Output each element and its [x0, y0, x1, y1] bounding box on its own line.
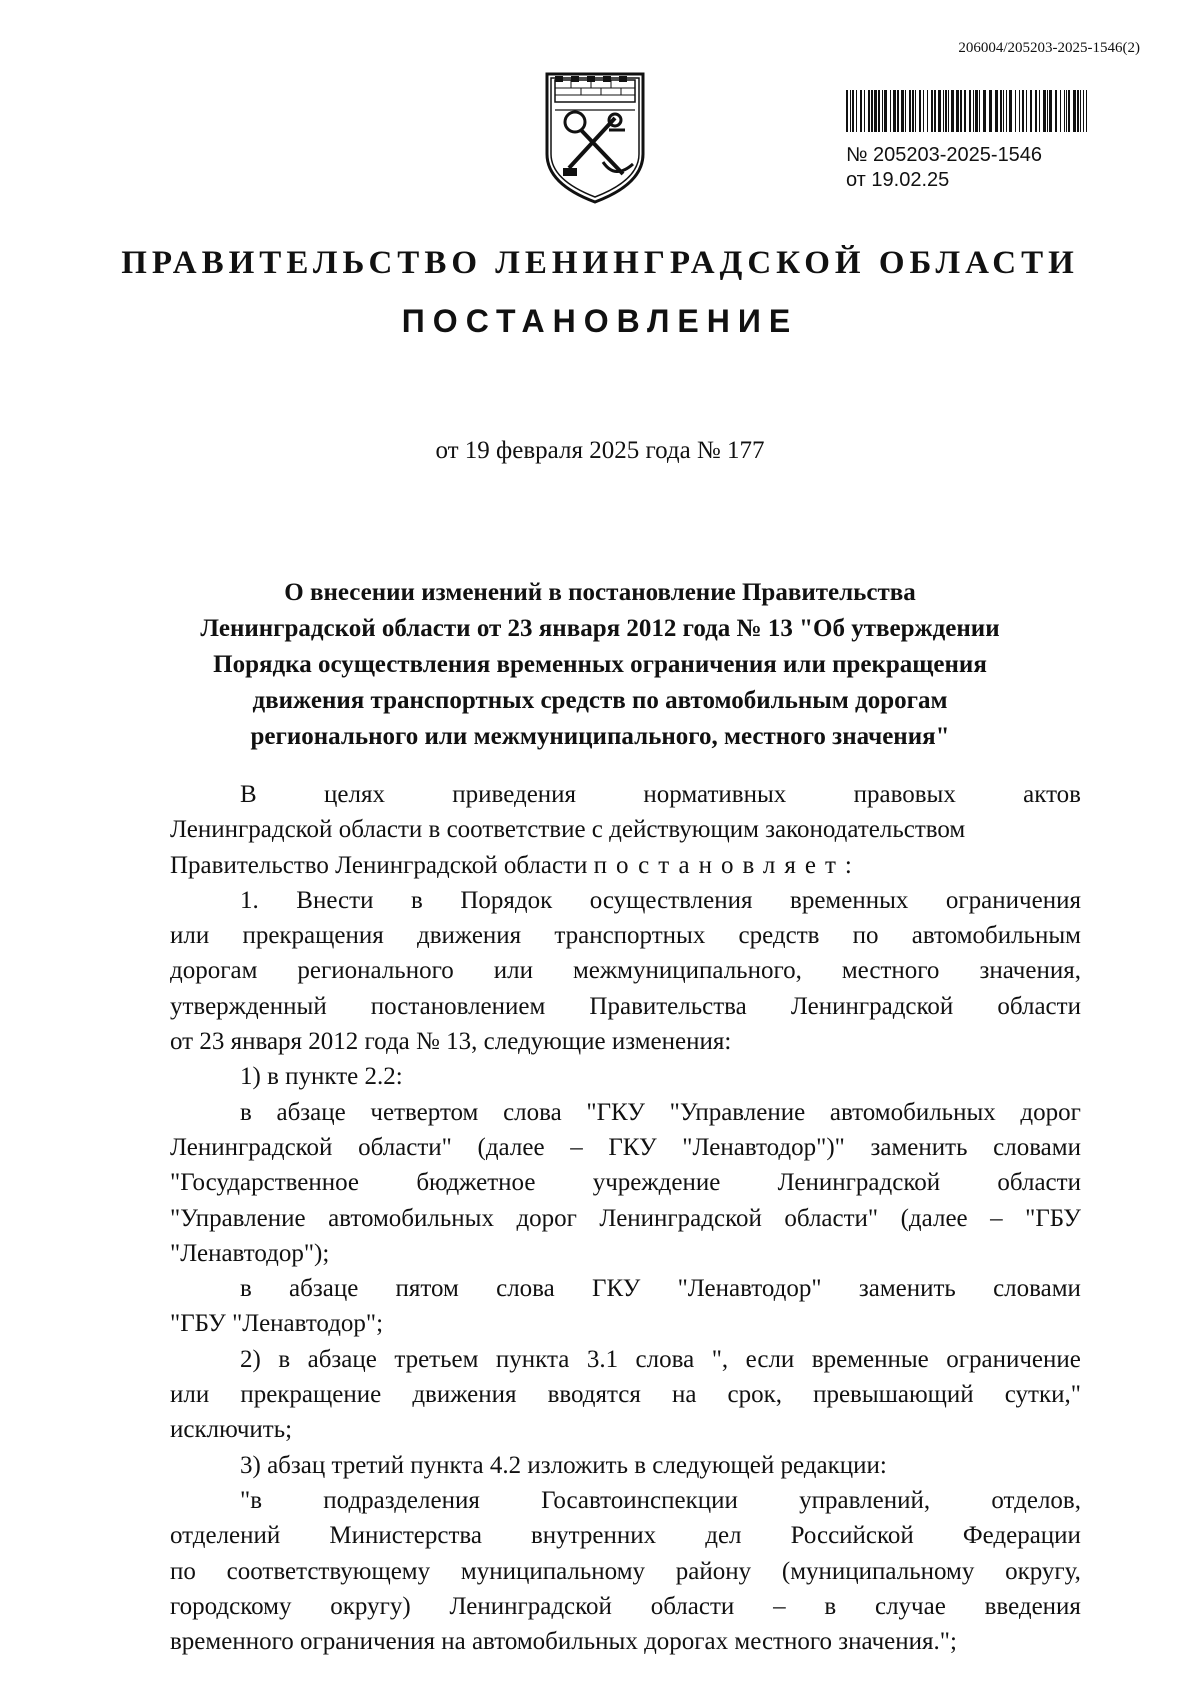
body-word: дел	[705, 1522, 742, 1550]
body-word: автомобильных	[829, 1098, 996, 1126]
body-line: "ГБУ "Ленавтодор";	[170, 1310, 384, 1338]
body-word: превышающий	[813, 1381, 974, 1409]
body-word: срок,	[727, 1381, 782, 1409]
body-word: 2)	[240, 1345, 261, 1373]
body-word: округу,	[1005, 1557, 1081, 1585]
body-word: ",	[711, 1345, 729, 1373]
body-word: (муниципальному	[781, 1557, 975, 1585]
body-word: "Государственное	[170, 1169, 360, 1197]
body-word: словами	[993, 1275, 1081, 1303]
body-line	[170, 918, 1081, 953]
body-word: области"	[784, 1204, 879, 1232]
body-line	[170, 848, 1081, 883]
body-word: введения	[984, 1592, 1081, 1620]
body-word: внутренних	[531, 1522, 657, 1550]
body-word: временных	[790, 886, 909, 914]
body-word: подразделения	[323, 1486, 480, 1514]
body-line	[170, 989, 1081, 1024]
body-word: или	[170, 1381, 210, 1409]
subject-line: регионального или межмуниципального, местного значения"	[250, 723, 950, 750]
body-word: району	[675, 1557, 752, 1585]
body-word: сутки,"	[1004, 1381, 1081, 1409]
body-word: автомобильным	[911, 922, 1081, 950]
body-word: Правительства	[589, 992, 747, 1020]
body-word: 1.	[240, 886, 259, 914]
body-word: Внести	[296, 886, 374, 914]
body-word: Российской	[790, 1522, 914, 1550]
body-word: в	[278, 1345, 291, 1373]
body-word: округу)	[330, 1592, 411, 1620]
body-word: "Ленавтодор")"	[682, 1133, 845, 1161]
body-line	[170, 1589, 1081, 1624]
body-word: или	[493, 957, 533, 985]
body-word: Ленинградской	[599, 1204, 762, 1232]
body-word: ГКУ	[592, 1275, 641, 1303]
body-word: правовых	[853, 781, 956, 808]
enacting-word: постановляет:	[593, 851, 861, 879]
body-word: прекращения	[242, 922, 384, 950]
body-word: в	[824, 1592, 837, 1620]
body-word: заменить	[858, 1275, 956, 1303]
body-text: Правительство Ленинградской области	[170, 851, 588, 879]
document-body	[170, 777, 1081, 1659]
body-word: области	[650, 1592, 735, 1620]
body-line	[170, 1377, 1081, 1412]
body-word: целях	[324, 781, 385, 808]
body-line: исключить;	[170, 1416, 293, 1444]
body-word: Ленинградской	[449, 1592, 612, 1620]
body-line: Ленинградской области в соответствие с действующим законодательством	[170, 816, 966, 844]
body-word: дорогам	[170, 957, 258, 985]
body-word: области	[997, 992, 1081, 1020]
body-line: "Ленавтодор");	[170, 1239, 330, 1267]
body-word: абзаце	[307, 1345, 377, 1373]
body-word: соответствующему	[226, 1557, 431, 1585]
body-word: движения	[416, 922, 522, 950]
body-line: от 23 января 2012 года № 13, следующие изменения:	[170, 1028, 732, 1056]
body-word: –	[990, 1204, 1003, 1232]
body-word: местного	[841, 957, 940, 985]
barcode	[846, 90, 1091, 132]
body-word: абзаце	[276, 1098, 346, 1126]
body-word: транспортных	[554, 922, 706, 950]
body-word: –	[570, 1133, 583, 1161]
document-type: ПОСТАНОВЛЕНИЕ	[401, 303, 799, 339]
subject-line: движения транспортных средств по автомобильным дорогам	[252, 687, 948, 714]
body-word: в	[411, 886, 423, 914]
government-title: ПРАВИТЕЛЬСТВО ЛЕНИНГРАДСКОЙ ОБЛАСТИ	[121, 245, 1079, 281]
body-word: автомобильных	[328, 1204, 494, 1232]
document-id: 206004/205203-2025-1546(2)	[958, 40, 1140, 56]
body-line: 3) абзац третий пункта 4.2 изложить в следующей редакции:	[240, 1451, 887, 1479]
registration-number: № 205203-2025-1546	[846, 144, 1043, 166]
body-word: вводятся	[547, 1381, 641, 1409]
body-word: пятом	[395, 1275, 459, 1303]
body-word: Госавтоинспекции	[541, 1486, 738, 1514]
body-word: учреждение	[592, 1169, 721, 1197]
body-word: постановлением	[370, 992, 546, 1020]
body-word: (далее	[900, 1204, 968, 1232]
coat-of-arms-emblem	[541, 70, 649, 204]
body-word: если	[745, 1345, 795, 1373]
body-line	[170, 777, 1081, 812]
body-word: дорог	[516, 1204, 577, 1232]
registration-stamp	[846, 143, 1042, 193]
body-word: временные	[811, 1345, 929, 1373]
document-subject	[170, 575, 1030, 755]
body-word: на	[671, 1381, 697, 1409]
body-word: 3.1	[586, 1345, 619, 1373]
body-word: по	[170, 1557, 196, 1585]
body-word: Порядок	[460, 886, 553, 914]
body-word: муниципальному	[460, 1557, 646, 1585]
body-word: прекращение	[240, 1381, 382, 1409]
body-word: области"	[358, 1133, 452, 1161]
body-word: Министерства	[329, 1522, 482, 1550]
body-word: значения,	[979, 957, 1081, 985]
body-word: городскому	[170, 1592, 292, 1620]
body-line: временного ограничения на автомобильных дорогах местного значения.";	[170, 1628, 957, 1656]
document-date-line: от 19 февраля 2025 года № 177	[435, 437, 765, 464]
body-word: нормативных	[643, 781, 787, 808]
body-line	[170, 883, 1081, 918]
body-word: "Управление	[170, 1204, 306, 1232]
body-word: "ГКУ	[586, 1098, 645, 1126]
body-word: (далее	[477, 1133, 545, 1161]
body-word: бюджетное	[416, 1169, 536, 1197]
body-word: отделений	[170, 1522, 281, 1550]
body-word: случае	[874, 1592, 946, 1620]
body-word: в	[240, 1098, 252, 1126]
body-word: "в	[240, 1486, 263, 1514]
body-word: заменить	[870, 1133, 968, 1161]
body-word: В	[240, 781, 257, 808]
body-word: дорог	[1020, 1098, 1081, 1126]
body-line: 1) в пункте 2.2:	[240, 1063, 403, 1091]
body-word: третьем	[394, 1345, 479, 1373]
body-line	[170, 1342, 1081, 1377]
body-word: Ленинградской	[777, 1169, 941, 1197]
body-word: четвертом	[370, 1098, 479, 1126]
body-word: Ленинградской	[790, 992, 954, 1020]
body-word: слова	[496, 1275, 555, 1303]
subject-line: Ленинградской области от 23 января 2012 года № 13 "Об утверждении	[200, 615, 1000, 642]
subject-line: Порядка осуществления временных ограничения или прекращения	[213, 651, 987, 678]
body-word: "Ленавтодор"	[677, 1275, 822, 1303]
body-word: слова	[503, 1098, 562, 1126]
body-word: движения	[412, 1381, 517, 1409]
body-word: Федерации	[962, 1522, 1081, 1550]
body-word: слова	[635, 1345, 695, 1373]
body-line	[170, 1554, 1081, 1589]
body-line	[170, 1201, 1081, 1236]
registration-date: от 19.02.25	[846, 169, 950, 191]
body-line	[170, 1483, 1081, 1518]
body-word: утвержденный	[170, 992, 327, 1020]
body-word: пункта	[495, 1345, 570, 1373]
body-word: ограничение	[946, 1345, 1081, 1373]
body-word: управлений,	[799, 1486, 931, 1514]
body-word: в	[240, 1275, 252, 1303]
body-word: –	[773, 1592, 786, 1620]
body-line	[170, 1518, 1081, 1553]
body-word: ГКУ	[608, 1133, 657, 1161]
body-line	[170, 1165, 1081, 1200]
body-word: приведения	[452, 781, 577, 808]
body-word: ограничения	[945, 886, 1081, 914]
body-word: регионального	[297, 957, 454, 985]
body-word: абзаце	[289, 1275, 359, 1303]
body-word: Ленинградской	[170, 1133, 333, 1161]
body-word: словами	[993, 1133, 1081, 1161]
body-word: актов	[1023, 781, 1081, 808]
body-word: межмуниципального,	[572, 957, 802, 985]
body-word: по	[852, 922, 879, 950]
body-word: "Управление	[669, 1098, 806, 1126]
body-line	[170, 953, 1081, 988]
body-word: осуществления	[589, 886, 753, 914]
body-line	[170, 1130, 1081, 1165]
body-word: отделов,	[991, 1486, 1081, 1514]
body-word: или	[170, 922, 210, 950]
body-line	[170, 1095, 1081, 1130]
subject-line: О внесении изменений в постановление Правительства	[284, 579, 916, 606]
body-line	[170, 1271, 1081, 1306]
body-word: области	[997, 1169, 1081, 1197]
body-word: "ГБУ	[1025, 1204, 1081, 1232]
body-word: средств	[738, 922, 820, 950]
